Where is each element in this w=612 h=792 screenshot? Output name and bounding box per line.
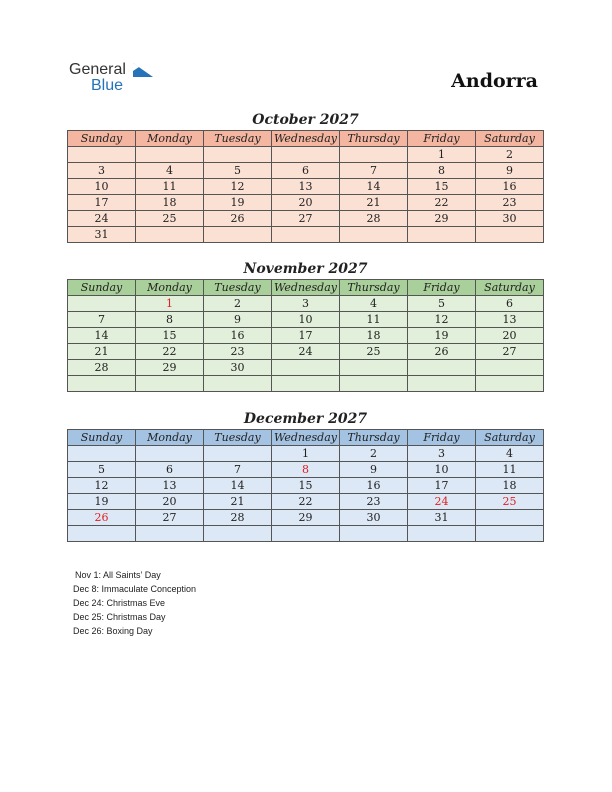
day-cell: 7 [340,163,408,179]
day-cell: 30 [476,211,544,227]
empty-day-cell [476,360,544,376]
weekday-header-monday: Monday [136,131,204,147]
holiday-day-cell: 26 [68,510,136,526]
day-cell: 19 [204,195,272,211]
day-cell: 5 [408,296,476,312]
weekday-header-saturday: Saturday [476,131,544,147]
empty-day-cell [204,526,272,542]
day-cell: 16 [340,478,408,494]
weekday-header-thursday: Thursday [340,430,408,446]
day-cell: 2 [340,446,408,462]
weekday-header-tuesday: Tuesday [204,131,272,147]
day-cell: 4 [136,163,204,179]
day-cell: 27 [136,510,204,526]
weekday-header-friday: Friday [408,280,476,296]
holiday-note: Dec 8: Immaculate Conception [73,584,197,594]
weekday-header-wednesday: Wednesday [272,430,340,446]
month-block-october [67,111,544,243]
day-cell: 2 [204,296,272,312]
empty-day-cell [272,376,340,392]
day-cell: 28 [68,360,136,376]
day-cell: 22 [136,344,204,360]
month-title: November 2027 [243,261,368,277]
day-cell: 18 [476,478,544,494]
week-row [68,526,544,542]
day-cell: 29 [272,510,340,526]
day-cell: 27 [272,211,340,227]
day-cell: 3 [272,296,340,312]
day-cell: 7 [68,312,136,328]
empty-day-cell [68,147,136,163]
weekday-header-thursday: Thursday [340,131,408,147]
week-row [68,328,544,344]
day-cell: 22 [408,195,476,211]
day-cell: 19 [408,328,476,344]
day-cell: 23 [476,195,544,211]
calendar-grid [67,130,544,243]
day-cell: 12 [68,478,136,494]
day-cell: 10 [408,462,476,478]
day-cell: 29 [408,211,476,227]
day-cell: 2 [476,147,544,163]
empty-day-cell [476,526,544,542]
month-title: December 2027 [243,411,368,427]
empty-day-cell [272,227,340,243]
day-cell: 14 [204,478,272,494]
country-title: Andorra [451,70,538,92]
day-cell: 5 [68,462,136,478]
day-cell: 12 [204,179,272,195]
day-cell: 9 [476,163,544,179]
holiday-day-cell: 8 [272,462,340,478]
calendar-grid [67,279,544,392]
day-cell: 4 [340,296,408,312]
day-cell: 3 [68,163,136,179]
day-cell: 30 [204,360,272,376]
week-row [68,478,544,494]
week-row [68,462,544,478]
weekday-header-saturday: Saturday [476,280,544,296]
week-row [68,211,544,227]
logo-text-general: General [69,61,126,78]
day-cell: 30 [340,510,408,526]
empty-day-cell [408,526,476,542]
empty-day-cell [340,147,408,163]
day-cell: 21 [68,344,136,360]
holiday-day-cell: 25 [476,494,544,510]
weekday-header-monday: Monday [136,280,204,296]
weekday-header-tuesday: Tuesday [204,430,272,446]
empty-day-cell [136,147,204,163]
week-row [68,312,544,328]
day-cell: 24 [68,211,136,227]
day-cell: 31 [68,227,136,243]
week-row [68,296,544,312]
day-cell: 31 [408,510,476,526]
empty-day-cell [476,510,544,526]
week-row [68,360,544,376]
day-cell: 25 [340,344,408,360]
week-row [68,179,544,195]
day-cell: 26 [204,211,272,227]
empty-day-cell [68,376,136,392]
empty-day-cell [272,147,340,163]
day-cell: 15 [272,478,340,494]
day-cell: 1 [272,446,340,462]
day-cell: 17 [68,195,136,211]
day-cell: 17 [272,328,340,344]
day-cell: 20 [272,195,340,211]
logo-text-blue: Blue [91,77,124,94]
empty-day-cell [204,227,272,243]
empty-day-cell [204,446,272,462]
empty-day-cell [340,526,408,542]
day-cell: 11 [476,462,544,478]
day-cell: 20 [476,328,544,344]
holiday-note: Dec 26: Boxing Day [73,626,153,636]
weekday-header-sunday: Sunday [68,280,136,296]
week-row [68,344,544,360]
day-cell: 4 [476,446,544,462]
week-row [68,195,544,211]
day-cell: 23 [340,494,408,510]
day-cell: 22 [272,494,340,510]
week-row [68,446,544,462]
empty-day-cell [340,227,408,243]
weekday-header-saturday: Saturday [476,430,544,446]
day-cell: 12 [408,312,476,328]
empty-day-cell [340,376,408,392]
day-cell: 6 [476,296,544,312]
weekday-header-wednesday: Wednesday [272,131,340,147]
empty-day-cell [204,376,272,392]
weekday-header-thursday: Thursday [340,280,408,296]
empty-day-cell [204,147,272,163]
weekday-header-tuesday: Tuesday [204,280,272,296]
day-cell: 1 [408,147,476,163]
day-cell: 13 [136,478,204,494]
day-cell: 14 [340,179,408,195]
day-cell: 18 [340,328,408,344]
day-cell: 25 [136,211,204,227]
day-cell: 7 [204,462,272,478]
day-cell: 19 [68,494,136,510]
holiday-notes [73,568,196,638]
empty-day-cell [408,376,476,392]
day-cell: 26 [408,344,476,360]
day-cell: 9 [340,462,408,478]
weekday-header-sunday: Sunday [68,430,136,446]
empty-day-cell [136,526,204,542]
holiday-note: Dec 24: Christmas Eve [73,598,166,608]
day-cell: 13 [476,312,544,328]
day-cell: 10 [272,312,340,328]
day-cell: 16 [204,328,272,344]
week-row [68,376,544,392]
day-cell: 24 [272,344,340,360]
day-cell: 27 [476,344,544,360]
month-title: October 2027 [252,112,359,128]
day-cell: 18 [136,195,204,211]
day-cell: 21 [340,195,408,211]
day-cell: 15 [408,179,476,195]
day-cell: 6 [136,462,204,478]
day-cell: 11 [340,312,408,328]
day-cell: 16 [476,179,544,195]
empty-day-cell [68,446,136,462]
logo-triangle-icon [133,63,153,77]
empty-day-cell [272,526,340,542]
empty-day-cell [68,526,136,542]
empty-day-cell [136,446,204,462]
day-cell: 15 [136,328,204,344]
month-block-november [67,260,544,392]
day-cell: 8 [136,312,204,328]
day-cell: 5 [204,163,272,179]
empty-day-cell [136,227,204,243]
empty-day-cell [68,296,136,312]
week-row [68,163,544,179]
day-cell: 9 [204,312,272,328]
week-row [68,227,544,243]
holiday-day-cell: 24 [408,494,476,510]
empty-day-cell [476,227,544,243]
weekday-header-friday: Friday [408,430,476,446]
week-row [68,494,544,510]
brand-logo [69,60,169,96]
day-cell: 3 [408,446,476,462]
holiday-note: Nov 1: All Saints’ Day [75,570,161,580]
empty-day-cell [408,227,476,243]
day-cell: 14 [68,328,136,344]
day-cell: 13 [272,179,340,195]
weekday-header-wednesday: Wednesday [272,280,340,296]
day-cell: 20 [136,494,204,510]
empty-day-cell [272,360,340,376]
month-block-december [67,410,544,542]
day-cell: 28 [204,510,272,526]
day-cell: 21 [204,494,272,510]
weekday-header-friday: Friday [408,131,476,147]
empty-day-cell [136,376,204,392]
day-cell: 8 [408,163,476,179]
day-cell: 11 [136,179,204,195]
day-cell: 6 [272,163,340,179]
week-row [68,147,544,163]
calendar-grid [67,429,544,542]
day-cell: 23 [204,344,272,360]
empty-day-cell [408,360,476,376]
day-cell: 17 [408,478,476,494]
weekday-header-monday: Monday [136,430,204,446]
day-cell: 10 [68,179,136,195]
day-cell: 29 [136,360,204,376]
day-cell: 28 [340,211,408,227]
empty-day-cell [476,376,544,392]
weekday-header-sunday: Sunday [68,131,136,147]
holiday-note: Dec 25: Christmas Day [73,612,166,622]
holiday-day-cell: 1 [136,296,204,312]
empty-day-cell [340,360,408,376]
week-row [68,510,544,526]
